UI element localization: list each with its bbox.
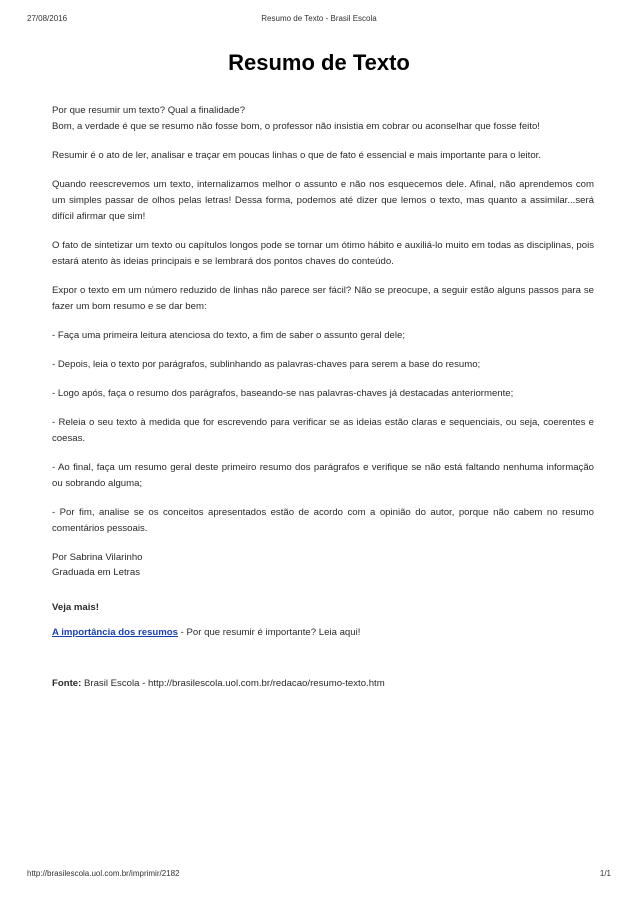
print-url: http://brasilescola.uol.com.br/imprimir/2182 bbox=[27, 869, 180, 878]
author-name: Por Sabrina Vilarinho bbox=[52, 552, 143, 563]
print-page-title: Resumo de Texto - Brasil Escola bbox=[261, 14, 377, 23]
paragraph: Expor o texto em um número reduzido de linhas não parece ser fácil? Não se preocupe, a seguir estão alguns passos para se fazer um bom resumo e se dar bem: bbox=[52, 285, 594, 312]
print-header bbox=[27, 14, 611, 26]
author-role: Graduada em Letras bbox=[52, 567, 140, 578]
paragraph: Quando reescrevemos um texto, internalizamos melhor o assunto e não nos esquecemos dele. Afinal, não aprendemos com um simples passar de olhos pelas letras! Dessa forma, podemos até dizer que lemos o texto, mas quanto a assimilar...será difícil afirmar que sim! bbox=[52, 179, 594, 222]
page-count: 1/1 bbox=[599, 869, 611, 878]
related-article-link[interactable]: A importância dos resumos bbox=[52, 627, 178, 638]
intro-question: Por que resumir um texto? Qual a finalidade? bbox=[52, 105, 246, 116]
article-title: Resumo de Texto bbox=[228, 50, 410, 75]
spacer bbox=[52, 654, 594, 676]
step-item: - Ao final, faça um resumo geral deste primeiro resumo dos parágrafos e verifique se não está faltando nenhuma informação ou sobrando alguma; bbox=[52, 462, 594, 489]
author-block bbox=[52, 550, 594, 580]
veja-mais-heading: Veja mais! bbox=[52, 602, 99, 613]
source-text: Brasil Escola - http://brasilescola.uol.com.br/redacao/resumo-texto.htm bbox=[81, 678, 385, 689]
step-item: - Logo após, faça o resumo dos parágrafos, baseando-se nas palavras-chaves já destacadas anteriormente; bbox=[52, 388, 514, 399]
article-body bbox=[52, 103, 594, 705]
source-label: Fonte: bbox=[52, 678, 82, 689]
intro-answer: Bom, a verdade é que se resumo não fosse bom, o professor não insistia em cobrar ou aconselhar que fosse feito! bbox=[52, 121, 540, 132]
print-date: 27/08/2016 bbox=[27, 14, 68, 23]
step-item: - Releia o seu texto à medida que for escrevendo para verificar se as ideias estão claras e sequenciais, ou seja, coerentes e coesas. bbox=[52, 417, 594, 444]
step-item: - Depois, leia o texto por parágrafos, sublinhando as palavras-chaves para serem a base do resumo; bbox=[52, 359, 481, 370]
paragraph: O fato de sintetizar um texto ou capítulos longos pode se tornar um ótimo hábito e auxiliá-lo muito em todas as disciplinas, pois estará atento às ideias principais e se lembrará dos pontos chaves do conteúdo. bbox=[52, 240, 594, 267]
step-item: - Por fim, analise se os conceitos apresentados estão de acordo com a opinião do autor, porque não cabem no resumo comentários pessoais. bbox=[52, 507, 594, 534]
related-article-description: - Por que resumir é importante? Leia aqui! bbox=[178, 627, 361, 638]
source-line bbox=[52, 676, 594, 692]
print-footer bbox=[27, 869, 611, 881]
step-item: - Faça uma primeira leitura atenciosa do texto, a fim de saber o assunto geral dele; bbox=[52, 330, 406, 341]
paragraph: Resumir é o ato de ler, analisar e traçar em poucas linhas o que de fato é essencial e mais importante para o leitor. bbox=[52, 150, 542, 161]
related-article bbox=[52, 625, 594, 641]
